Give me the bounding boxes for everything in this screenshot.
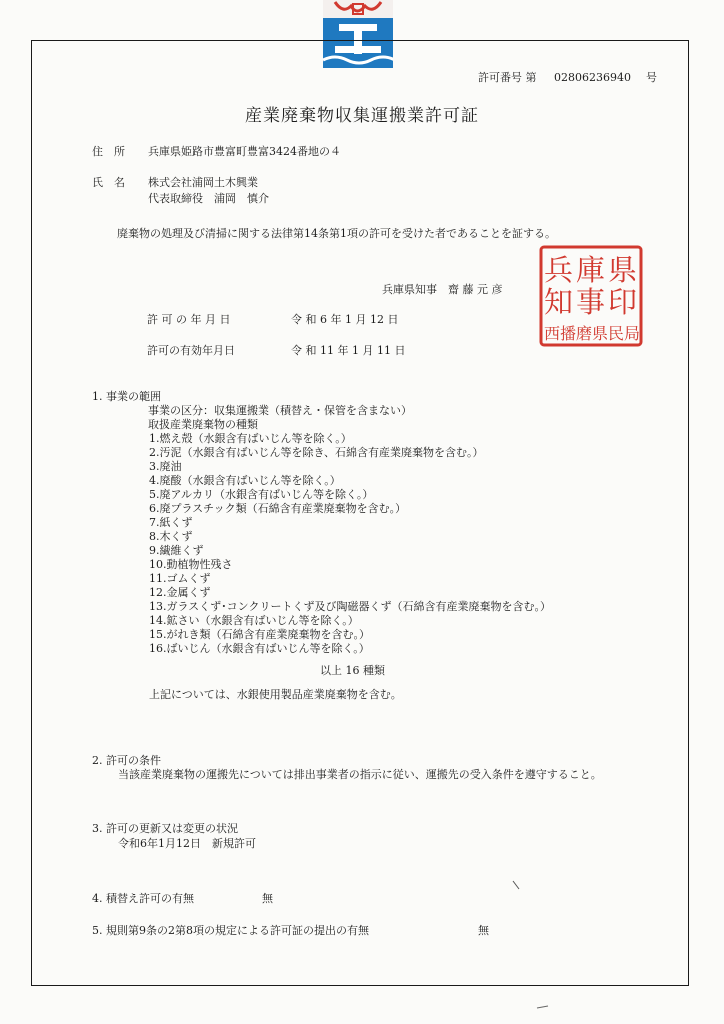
permit-number-suffix: 号 <box>646 71 657 84</box>
waste-type-total: 以上 16 種類 <box>320 664 385 677</box>
seal-char: 知 <box>544 285 574 319</box>
section4-heading: 4. 積替え許可の有無 <box>92 892 194 905</box>
waste-type-item: 12.金属くず <box>149 586 211 599</box>
waste-type-item: 13.ガラスくず･コンクリートくず及び陶磁器くず（石綿含有産業廃棄物を含む。） <box>149 600 551 613</box>
renewal-status: 令和6年1月12日 新規許可 <box>118 837 256 850</box>
business-category: 事業の区分：収集運搬業（積替え・保管を含まない） <box>148 404 412 417</box>
expiry-date: 令 和 11 年 1 月 11 日 <box>291 344 406 357</box>
expiry-date-label: 許可の有効年月日 <box>147 344 235 357</box>
waste-type-item: 6.廃プラスチック類（石綿含有産業廃棄物を含む。） <box>149 502 407 515</box>
waste-type-item: 3.廃油 <box>149 460 182 473</box>
permit-date: 令 和 6 年 1 月 12 日 <box>291 313 399 326</box>
waste-type-item: 4.廃酸（水銀含有ばいじん等を除く。） <box>149 474 341 487</box>
waste-type-item: 7.紙くず <box>149 516 193 529</box>
permit-number-label: 許可番号 第 <box>478 71 537 84</box>
transshipment-value: 無 <box>262 892 273 905</box>
seal-char: 兵 <box>544 253 574 287</box>
seal-bottom-text: 西播磨県民局 <box>544 324 641 343</box>
seal-char: 印 <box>608 285 638 319</box>
section2-heading: 2. 許可の条件 <box>92 754 161 767</box>
waste-type-item: 16.ばいじん（水銀含有ばいじん等を除く。） <box>149 642 370 655</box>
submission-value: 無 <box>478 924 489 937</box>
waste-type-item: 14.鉱さい（水銀含有ばいじん等を除く。） <box>149 614 359 627</box>
scan-mark-icon <box>536 1004 550 1010</box>
seal-char: 庫 <box>576 253 606 287</box>
waste-type-item: 2.汚泥（水銀含有ばいじん等を除き、石綿含有産業廃棄物を含む。） <box>149 446 484 459</box>
waste-types-heading: 取扱産業廃棄物の種類 <box>148 418 258 431</box>
issuer-name: 兵庫県知事 齋 藤 元 彦 <box>382 283 503 296</box>
waste-type-item: 10.動植物性残さ <box>149 558 233 571</box>
permit-date-label: 許 可 の 年 月 日 <box>147 313 231 326</box>
address-label: 住 所 <box>92 145 125 158</box>
name-label: 氏 名 <box>92 176 125 189</box>
address-value: 兵庫県姫路市豊富町豊富3424番地の４ <box>148 145 341 158</box>
scan-mark-icon <box>512 880 522 892</box>
permit-conditions: 当該産業廃棄物の運搬先については排出事業者の指示に従い、運搬先の受入条件を遵守すること。 <box>118 768 602 781</box>
waste-type-item: 15.がれき類（石綿含有産業廃棄物を含む。） <box>149 628 370 641</box>
document-title: 産業廃棄物収集運搬業許可証 <box>245 106 479 126</box>
seal-char: 県 <box>608 253 638 287</box>
permit-number: 02806236940 <box>554 71 631 84</box>
mercury-note: 上記については、水銀使用製品産業廃棄物を含む。 <box>149 688 402 701</box>
section1-heading: 1. 事業の範囲 <box>92 390 161 403</box>
seal-char: 事 <box>576 285 606 319</box>
waste-type-item: 9.繊維くず <box>149 544 204 557</box>
waste-type-item: 11.ゴムくず <box>149 572 211 585</box>
waste-type-item: 8.木くず <box>149 530 193 543</box>
company-name: 株式会社浦岡土木興業 <box>148 176 258 189</box>
section5-heading: 5. 規則第9条の2第8項の規定による許可証の提出の有無 <box>92 924 369 937</box>
official-seal-icon <box>538 244 644 348</box>
representative-name: 代表取締役 浦岡 慎介 <box>148 192 269 205</box>
waste-type-item: 5.廃アルカリ（水銀含有ばいじん等を除く。） <box>149 488 374 501</box>
waste-type-item: 1.燃え殻（水銀含有ばいじん等を除く。） <box>149 432 352 445</box>
section3-heading: 3. 許可の更新又は変更の状況 <box>92 822 238 835</box>
certification-statement: 廃棄物の処理及び清掃に関する法律第14条第1項の許可を受けた者であることを証する。 <box>117 227 556 240</box>
